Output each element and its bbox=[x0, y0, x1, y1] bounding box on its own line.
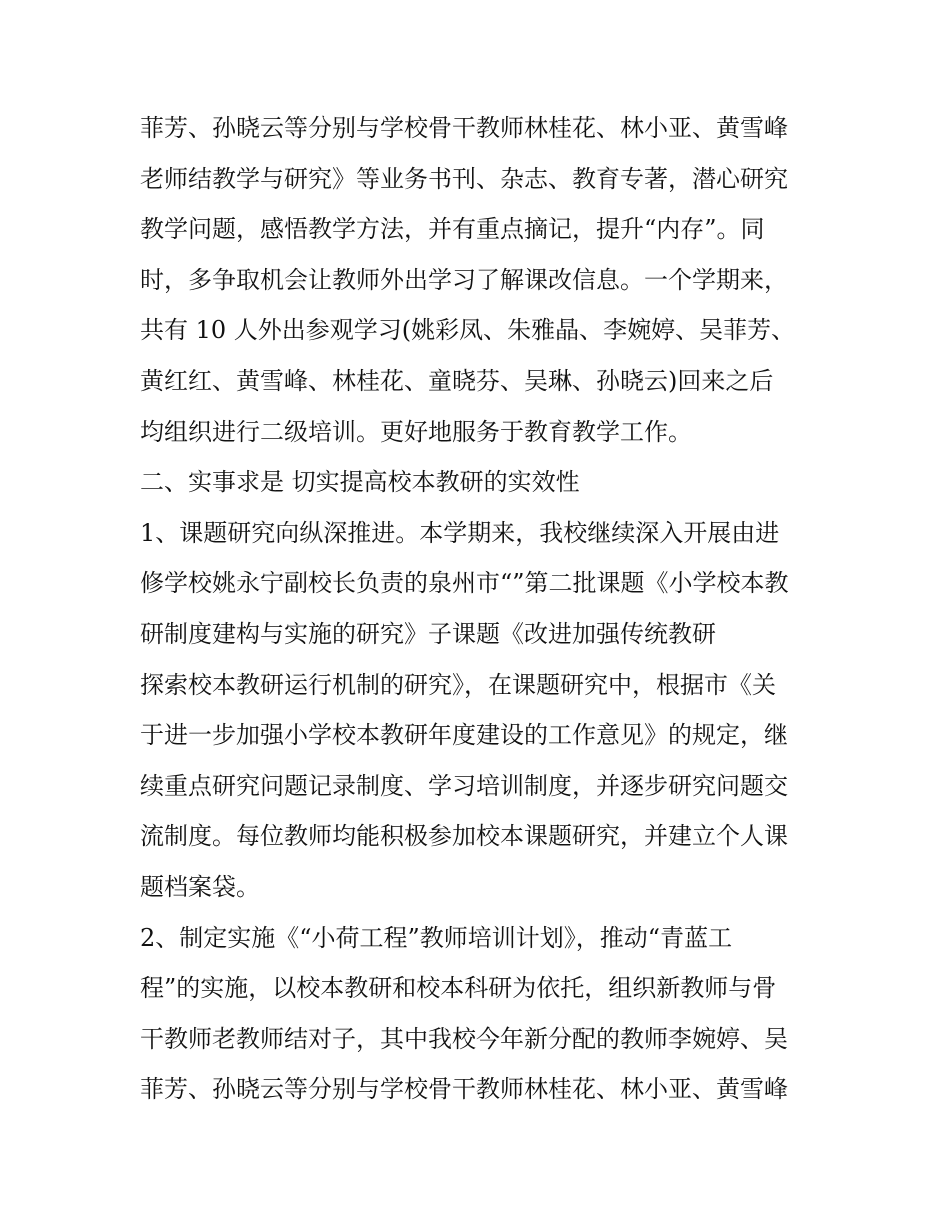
text-line: 探索校本教研运行机制的研究》，在课题研究中，根据市《关 bbox=[140, 670, 776, 699]
text-line: 2、制定实施《“小荷工程”教师培训计划》，推动“青蓝工 bbox=[140, 923, 733, 952]
text-line: 干教师老教师结对子，其中我校今年新分配的教师李婉婷、吴 bbox=[140, 1024, 788, 1053]
text-line: 研制度建构与实施的研究》子课题《改进加强传统教研 bbox=[140, 619, 716, 648]
text-line: 程”的实施，以校本教研和校本科研为依托，组织新教师与骨 bbox=[140, 974, 777, 1003]
text-line: 1、课题研究向纵深推进。本学期来，我校继续深入开展由进 bbox=[140, 518, 780, 547]
text-line: 题档案袋。 bbox=[140, 872, 260, 901]
section-heading: 二、实事求是 切实提高校本教研的实效性 bbox=[140, 468, 580, 497]
text-line: 续重点研究问题记录制度、学习培训制度，并逐步研究问题交 bbox=[140, 771, 788, 800]
text-line: 黄红红、黄雪峰、林桂花、童晓芬、吴琳、孙晓云)回来之后 bbox=[140, 366, 774, 395]
text-line: 老师结教学与研究》等业务书刊、杂志、教育专著，潜心研究 bbox=[140, 164, 788, 193]
text-line: 教学问题，感悟教学方法，并有重点摘记，提升“内存”。同 bbox=[140, 215, 765, 244]
text-line: 均组织进行二级培训。更好地服务于教育教学工作。 bbox=[140, 417, 692, 446]
text-line: 菲芳、孙晓云等分别与学校骨干教师林桂花、林小亚、黄雪峰 bbox=[140, 1075, 788, 1104]
text-line: 流制度。每位教师均能积极参加校本课题研究，并建立个人课 bbox=[140, 822, 788, 851]
text-line: 菲芳、孙晓云等分别与学校骨干教师林桂花、林小亚、黄雪峰 bbox=[140, 114, 788, 142]
text-line: 共有 10 人外出参观学习(姚彩凤、朱雅晶、李婉婷、吴菲芳、 bbox=[140, 316, 796, 345]
document-body bbox=[140, 103, 820, 1115]
text-line: 修学校姚永宁副校长负责的泉州市“”第二批课题《小学校本教 bbox=[140, 569, 789, 598]
text-line: 时，多争取机会让教师外出学习了解课改信息。一个学期来， bbox=[140, 265, 788, 294]
text-line: 于进一步加强小学校本教研年度建设的工作意见》的规定，继 bbox=[140, 721, 788, 750]
